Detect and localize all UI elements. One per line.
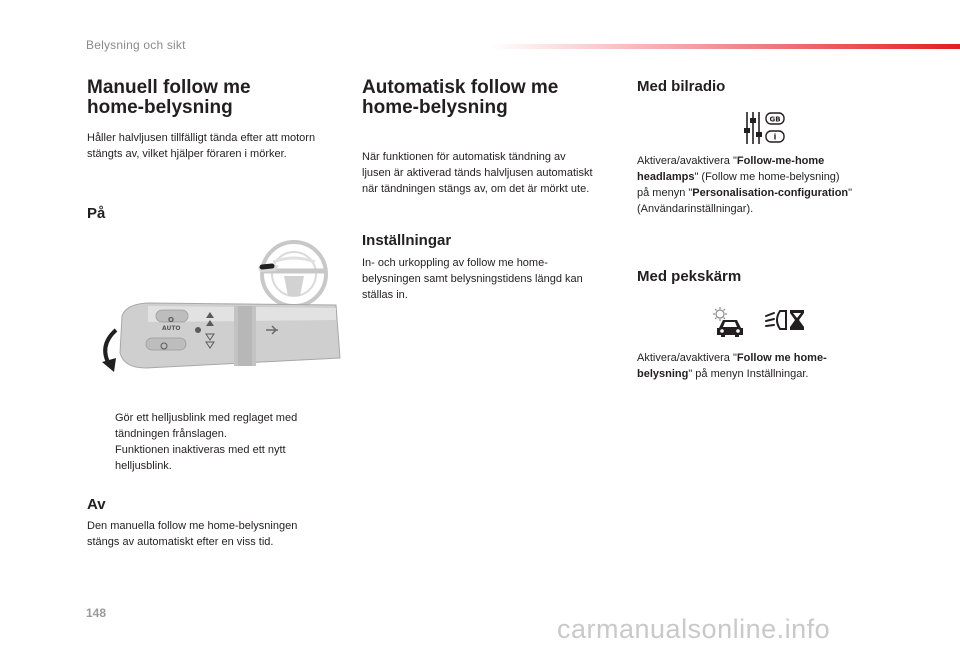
off-text: Den manuella follow me home-belysningen stängs av automatiskt efter en viss tid. [87, 520, 298, 548]
follow-me-home-icon [764, 308, 806, 332]
manual-section-title: Manuell follow me home-belysning [87, 77, 251, 118]
touchscreen-text: Aktivera/avaktivera "Follow me home- belysning" på menyn Inställningar. [637, 352, 827, 380]
page-number: 148 [86, 606, 107, 620]
manual-intro: Håller halvljusen tillfälligt tända efter att motorn stängts av, vilket hjälper föraren i mörker. [87, 132, 316, 160]
info-label: i [773, 132, 777, 142]
list-item: Funktionen inaktiveras med ett nytt helljusblink. [115, 444, 286, 472]
watermark: carmanualsonline.info [557, 614, 831, 644]
car-settings-icon [712, 306, 746, 338]
radio-settings-icon [744, 110, 786, 146]
settings-text: In- och urkoppling av follow me home- belysningen samt belysningstidens längd kan ställas in. [362, 257, 583, 301]
light-stalk-illustration [86, 238, 341, 380]
on-heading: På [87, 205, 106, 222]
settings-heading: Inställningar [362, 232, 452, 249]
off-heading: Av [87, 496, 106, 513]
radio-heading: Med bilradio [637, 78, 726, 95]
control-label-o: O [168, 316, 174, 324]
language-label: GB [769, 115, 781, 124]
radio-text: Aktivera/avaktivera "Follow-me-home headlamps" (Follow me home-belysning) på menyn "Personalisation-configuration" (Användarinställningar). [637, 155, 853, 215]
on-instructions [87, 410, 347, 474]
section-title: Belysning och sikt [86, 38, 186, 52]
list-item: Gör ett helljusblink med reglaget med tändningen frånslagen. [115, 412, 298, 440]
headlight-icon [195, 327, 201, 333]
touchscreen-heading: Med pekskärm [637, 268, 742, 285]
steering-wheel-icon [262, 242, 326, 306]
header-accent-bar [490, 44, 960, 49]
control-label-auto: AUTO [162, 325, 181, 332]
automatic-section-title: Automatisk follow me home-belysning [362, 77, 559, 118]
automatic-text: När funktionen för automatisk tändning av ljusen är aktiverad tänds halvljusen automatiskt när tändningen stängs av, om det är mörkt ute. [362, 151, 593, 195]
